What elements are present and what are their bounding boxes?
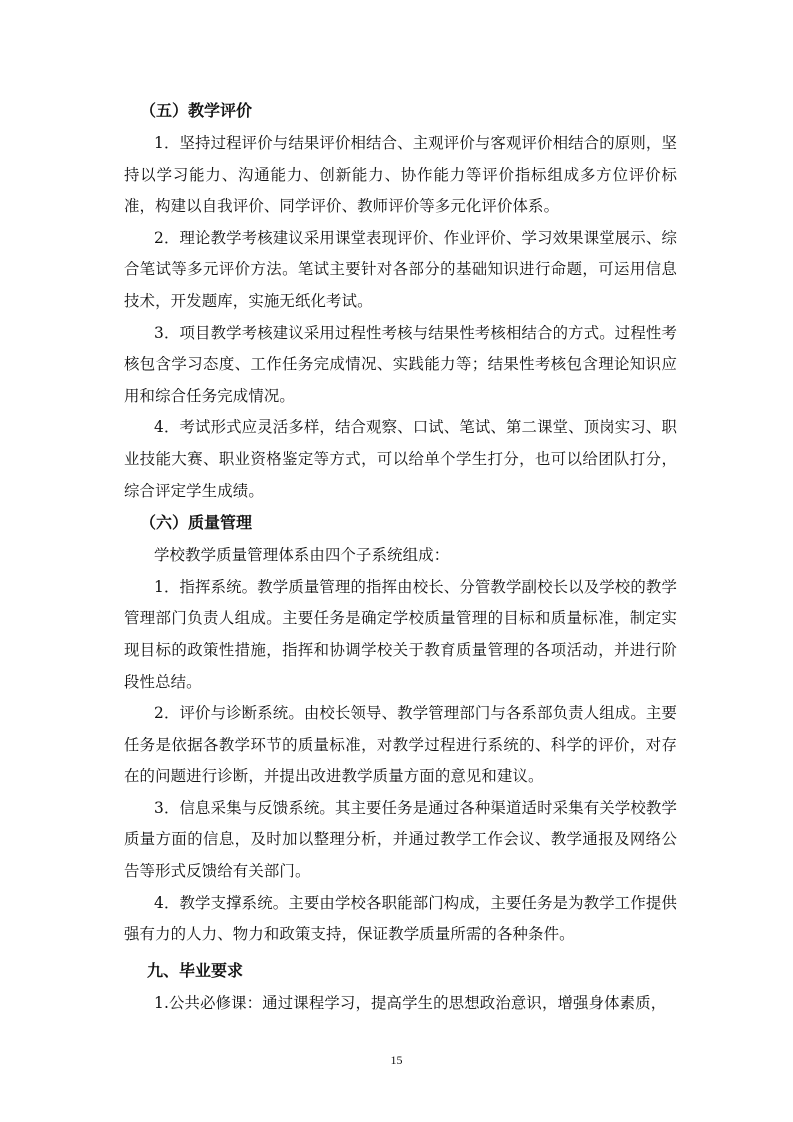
section-teaching-evaluation: [124, 97, 677, 507]
paragraph: 1.公共必修课：通过课程学习，提高学生的思想政治意识，增强身体素质，: [154, 993, 667, 1012]
section-heading: （六）质量管理: [140, 513, 253, 533]
page-body: [124, 97, 677, 1019]
paragraph: 2．评价与诊断系统。由校长领导、教学管理部门与各系部负责人组成。主要任务是依据各教学环节的质量标准，对教学过程进行系统的、科学的评价，对存在的问题进行诊断，并提出改进教学质量方面的意见和建议。: [124, 704, 677, 786]
section-graduation-requirements: [124, 957, 677, 1020]
paragraph: 3．项目教学考核建议采用过程性考核与结果性考核相结合的方式。过程性考核包含学习态度、工作任务完成情况、实践能力等；结果性考核包含理论知识应用和综合任务完成情况。: [124, 323, 677, 405]
paragraph: 3．信息采集与反馈系统。其主要任务是通过各种渠道适时采集有关学校教学质量方面的信息，及时加以整理分析，并通过教学工作会议、教学通报及网络公告等形式反馈给有关部门。: [124, 798, 677, 881]
chapter-heading: 九、毕业要求: [147, 960, 244, 980]
paragraph: 2．理论教学考核建议采用课堂表现评价、作业评价、学习效果课堂展示、综合笔试等多元评价方法。笔试主要针对各部分的基础知识进行命题，可运用信息技术，开发题库，实施无纸化考试。: [124, 228, 677, 310]
section-quality-management: [124, 509, 677, 951]
paragraph: 学校教学质量管理体系由四个子系统组成：: [154, 546, 450, 565]
section-heading: （五）教学评价: [140, 101, 253, 120]
paragraph: 1．指挥系统。教学质量管理的指挥由校长、分管教学副校长以及学校的教学管理部门负责人组成。主要任务是确定学校质量管理的目标和质量标准，制定实现目标的政策性措施，指挥和协调学校关于教育质量管理的各项活动，并进行阶段性总结。: [124, 577, 677, 691]
page-number: 15: [390, 1053, 403, 1067]
paragraph: 4．教学支撑系统。主要由学校各职能部门构成，主要任务是为教学工作提供强有力的人力、物力和政策支持，保证教学质量所需的各种条件。: [124, 893, 677, 944]
paragraph: 4．考试形式应灵活多样，结合观察、口试、笔试、第二课堂、顶岗实习、职业技能大赛、职业资格鉴定等方式，可以给单个学生打分，也可以给团队打分，综合评定学生成绩。: [124, 418, 677, 500]
paragraph: 1．坚持过程评价与结果评价相结合、主观评价与客观评价相结合的原则，坚持以学习能力、沟通能力、创新能力、协作能力等评价指标组成多方位评价标准，构建以自我评价、同学评价、教师评价等多元化评价体系。: [124, 134, 677, 216]
